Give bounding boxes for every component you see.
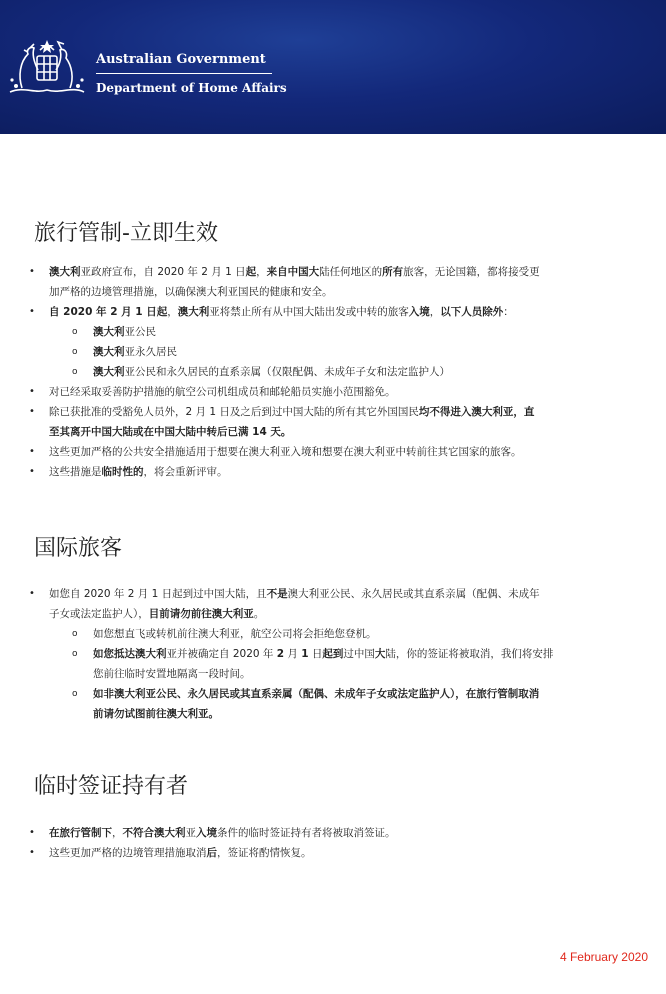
list-item — [49, 442, 609, 462]
text: 这些更加严格的边境管理措施取消 — [49, 847, 207, 859]
text: ，将会重新评审。 — [143, 466, 228, 478]
list-item — [49, 823, 609, 843]
government-title: Australian Government — [96, 52, 266, 67]
text: 子女或法定监护人）， — [49, 608, 149, 620]
sub-list-item — [93, 362, 619, 382]
header-divider — [96, 73, 272, 74]
bold-text: 澳大利 — [49, 266, 81, 278]
text: ： — [503, 306, 514, 318]
sub-list-item — [93, 684, 619, 724]
text-line — [49, 422, 609, 442]
sub-list-item — [93, 322, 619, 342]
bold-text: 入境 — [196, 827, 217, 839]
text: 。 — [253, 608, 265, 620]
text: 陆，你的签证将被取消，我们将安排 — [385, 648, 554, 660]
text-line — [49, 402, 609, 422]
sub-list-item — [93, 624, 619, 644]
list-item — [49, 262, 609, 302]
list-item — [49, 843, 609, 863]
text-line — [93, 342, 619, 362]
text: 亚政府宣布，自 2020 年 2 月 1 日 — [80, 266, 246, 278]
bold-text: 所有 — [382, 266, 404, 278]
bold-text: 入境 — [408, 306, 430, 318]
page-header — [0, 0, 666, 134]
bold-text: 至其离开中国大陆或在中国大陆中转后已满 14 天。 — [49, 426, 292, 438]
travel-restrictions-list — [0, 262, 666, 482]
bold-text: 前请勿试图前往澳大利亚。 — [93, 708, 219, 720]
bold-text: 澳大利 — [93, 326, 125, 338]
text: 陆任何地区的 — [319, 266, 383, 278]
text: 这些更加严格的公共安全措施适用于想要在澳大利亚入境和想要在澳大利亚中转前往其它国家的旅客。 — [49, 446, 522, 458]
bold-text: 来自中国大 — [266, 266, 320, 278]
bold-text: 澳大利 — [93, 346, 125, 358]
bold-text: 起到 — [322, 648, 344, 660]
list-item — [49, 584, 609, 624]
text: 这些措施是 — [49, 466, 102, 478]
bold-text: 起 — [245, 266, 257, 278]
text: 日 — [308, 648, 323, 660]
bold-text: 均不得进入澳大利亚，直 — [418, 406, 535, 418]
bold-text: 澳大利 — [177, 306, 210, 318]
text: 亚将禁止所有从中国大陆出发或中转的旅客 — [209, 306, 409, 318]
publication-date: 4 February 2020 — [559, 950, 648, 964]
text: ， — [167, 306, 178, 318]
bold-text: 在旅行管制下 — [49, 827, 112, 839]
text: ， — [429, 306, 441, 318]
text-line — [93, 704, 619, 724]
text: 亚公民 — [124, 326, 156, 338]
bold-text: 2 — [276, 648, 285, 660]
text-line — [49, 442, 609, 462]
section-title-international-travellers: 国际旅客 — [34, 536, 123, 561]
list-item — [49, 302, 609, 322]
text-line — [93, 664, 619, 684]
text: 如您自 2020 年 2 月 1 日起到过中国大陆，且 — [49, 588, 267, 600]
text-line — [93, 362, 619, 382]
text: 对已经采取妥善防护措施的航空公司机组成员和邮轮船员实施小范围豁免。 — [49, 386, 396, 398]
section-title-temporary-visa-holders: 临时签证持有者 — [34, 774, 189, 799]
text-line — [49, 843, 609, 863]
text: 条件的临时签证持有者将被取消签证。 — [217, 827, 396, 839]
temporary-visa-holders-list — [0, 823, 666, 863]
text: 亚永久居民 — [124, 346, 177, 358]
text: 如您想直飞或转机前往澳大利亚，航空公司将会拒绝您登机。 — [93, 628, 377, 640]
list-item — [49, 402, 609, 442]
text: 除已获批准的受豁免人员外，2 月 1 日及之后到过中国大陆的所有其它外国国民 — [49, 406, 419, 418]
bold-text: 不是 — [266, 588, 288, 600]
text-line — [49, 262, 609, 282]
text: 旅客，无论国籍，都将接受更 — [403, 266, 540, 278]
bold-text: 自 2020 年 2 月 1 日起 — [49, 306, 168, 318]
bold-text: 临时性的 — [101, 466, 144, 478]
text-line — [93, 624, 619, 644]
text-line — [49, 282, 609, 302]
bold-text: 如非澳大利亚公民、永久居民或其直系亲属（配偶、未成年子女或法定监护人），在旅行管制取消 — [93, 688, 540, 700]
bold-text: 不符合澳大利 — [122, 827, 186, 839]
text: 过中国 — [343, 648, 375, 660]
text-line — [49, 823, 609, 843]
text: 您前往临时安置地隔离一段时间。 — [93, 668, 251, 680]
text: ， — [112, 827, 123, 839]
department-title: Department of Home Affairs — [96, 81, 287, 95]
bold-text: 1 — [301, 648, 309, 660]
bold-text: 以下人员除外 — [440, 306, 504, 318]
text-line — [49, 462, 609, 482]
text: 亚并被确定自 2020 年 — [166, 648, 277, 660]
section-title-travel-restrictions: 旅行管制-立即生效 — [34, 221, 218, 246]
text: 澳大利亚公民、永久居民或其直系亲属（配偶、未成年 — [287, 588, 540, 600]
text-line — [49, 302, 609, 322]
bold-text: 目前请勿前往澳大利亚 — [148, 608, 254, 620]
list-item — [49, 382, 609, 402]
text: 加严格的边境管理措施，以确保澳大利亚国民的健康和安全。 — [49, 286, 333, 298]
text-line — [49, 604, 609, 624]
bold-text: 澳大利 — [93, 366, 125, 378]
bold-text: 大 — [374, 648, 386, 660]
text-line — [93, 644, 619, 664]
text: 月 — [284, 648, 302, 660]
text: 亚公民和永久居民的直系亲属（仅限配偶、未成年子女和法定监护人） — [124, 366, 450, 378]
bold-text: 后 — [206, 847, 217, 859]
bold-text: 如您抵达澳大利 — [93, 648, 167, 660]
international-travellers-list — [0, 584, 666, 724]
list-item — [49, 462, 609, 482]
text: 亚 — [185, 827, 196, 839]
text-line — [49, 584, 609, 604]
text-line — [93, 322, 619, 342]
coat-of-arms-icon — [4, 36, 90, 98]
sub-list-item — [93, 644, 619, 684]
sub-list-item — [93, 342, 619, 362]
text: ，签证将酌情恢复。 — [217, 847, 312, 859]
text: ， — [256, 266, 267, 278]
text-line — [49, 382, 609, 402]
text-line — [93, 684, 619, 704]
